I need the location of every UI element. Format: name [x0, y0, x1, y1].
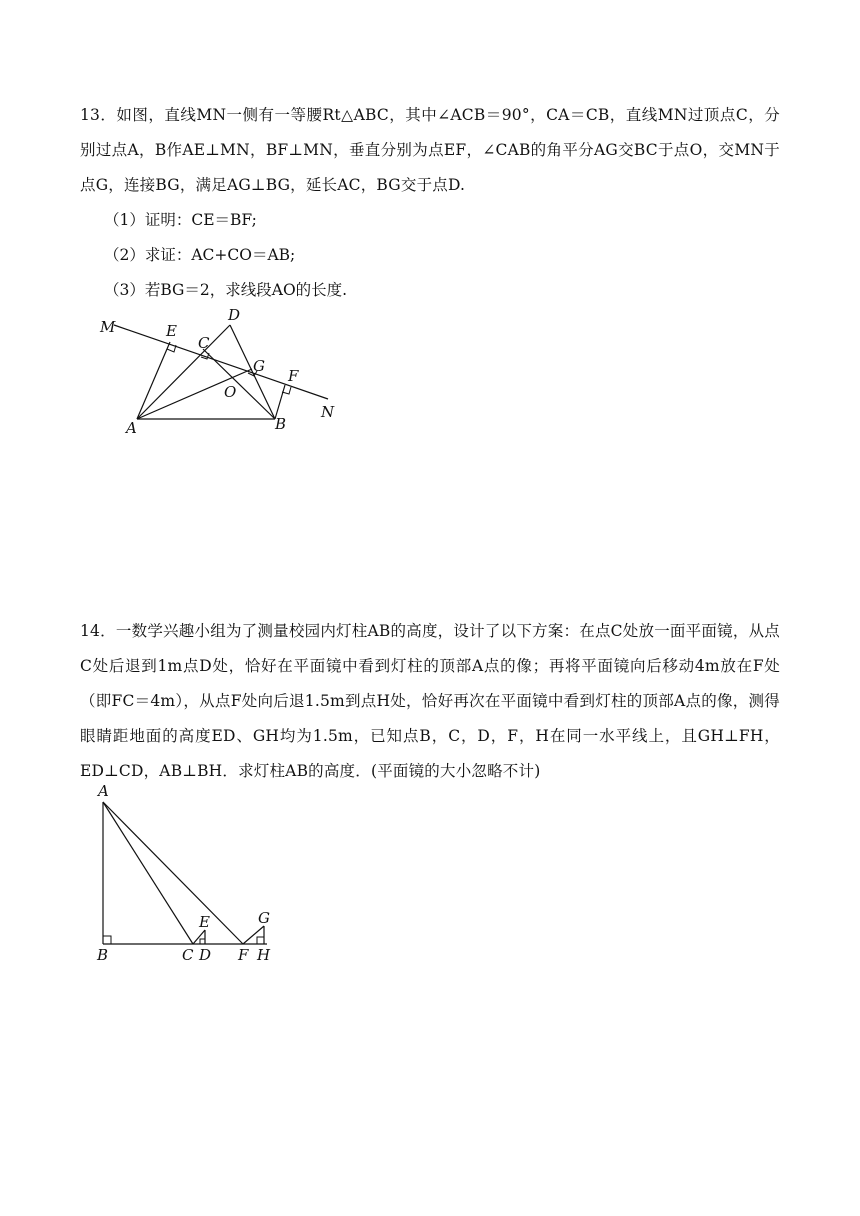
line-mn [114, 325, 328, 399]
label-b: B [97, 946, 109, 964]
segment-ac [103, 802, 193, 944]
right-angle-h [257, 937, 264, 944]
problem-13-statement: 13．如图，直线MN一侧有一等腰Rt△ABC，其中∠ACB＝90°，CA＝CB，直线MN过顶点C，分别过点A，B作AE⊥MN，BF⊥MN，垂直分别为点EF，∠CAB的角平分AG交BC于点O，交MN于点G，连接BG，满足AG⊥BG，延长AC，BG交于点D. [80, 106, 780, 194]
label-g: G [258, 909, 270, 927]
label-d: D [199, 946, 212, 964]
label-e: E [166, 322, 177, 340]
problem-13-figure [90, 305, 350, 440]
problem-14 [80, 614, 780, 789]
label-a: A [126, 419, 137, 437]
segment-bf [275, 385, 285, 419]
label-f: F [288, 367, 299, 385]
right-angle-b [103, 936, 111, 944]
problem-13-part-3: （3）若BG＝2，求线段AO的长度. [104, 281, 348, 299]
segment-ce [193, 930, 205, 944]
problem-13 [80, 98, 780, 308]
label-m: M [100, 318, 116, 336]
problem-13-part-2: （2）求证：AC+CO＝AB; [104, 246, 296, 264]
segment-af [103, 802, 243, 944]
problem-14-figure [85, 780, 285, 965]
label-a: A [98, 782, 109, 800]
right-angle-d [200, 939, 205, 944]
label-h: H [257, 946, 271, 964]
segment-fg [243, 926, 264, 944]
segment-ad [137, 325, 230, 419]
label-d: D [228, 306, 241, 324]
label-e: E [199, 913, 210, 931]
label-f: F [238, 946, 249, 964]
label-b: B [275, 415, 287, 433]
label-n: N [321, 403, 335, 421]
label-o: O [224, 383, 237, 401]
label-c: C [198, 334, 210, 352]
label-c: C [182, 946, 194, 964]
problem-13-part-1: （1）证明：CE＝BF; [104, 211, 257, 229]
problem-14-statement: 14．一数学兴趣小组为了测量校园内灯柱AB的高度，设计了以下方案：在点C处放一面平面镜，从点C处后退到1m点D处，恰好在平面镜中看到灯柱的顶部A点的像；再将平面镜向后移动4m放在F处（即FC＝4m），从点F处向后退1.5m到点H处，恰好再次在平面镜中看到灯柱的顶部A点的像，测得眼睛距地面的高度ED、GH均为1.5m，已知点B，C，D，F，H在同一水平线上，且GH⊥FH，ED⊥CD，AB⊥BH．求灯柱AB的高度．(平面镜的大小忽略不计) [80, 622, 780, 780]
label-g: G [253, 357, 265, 375]
